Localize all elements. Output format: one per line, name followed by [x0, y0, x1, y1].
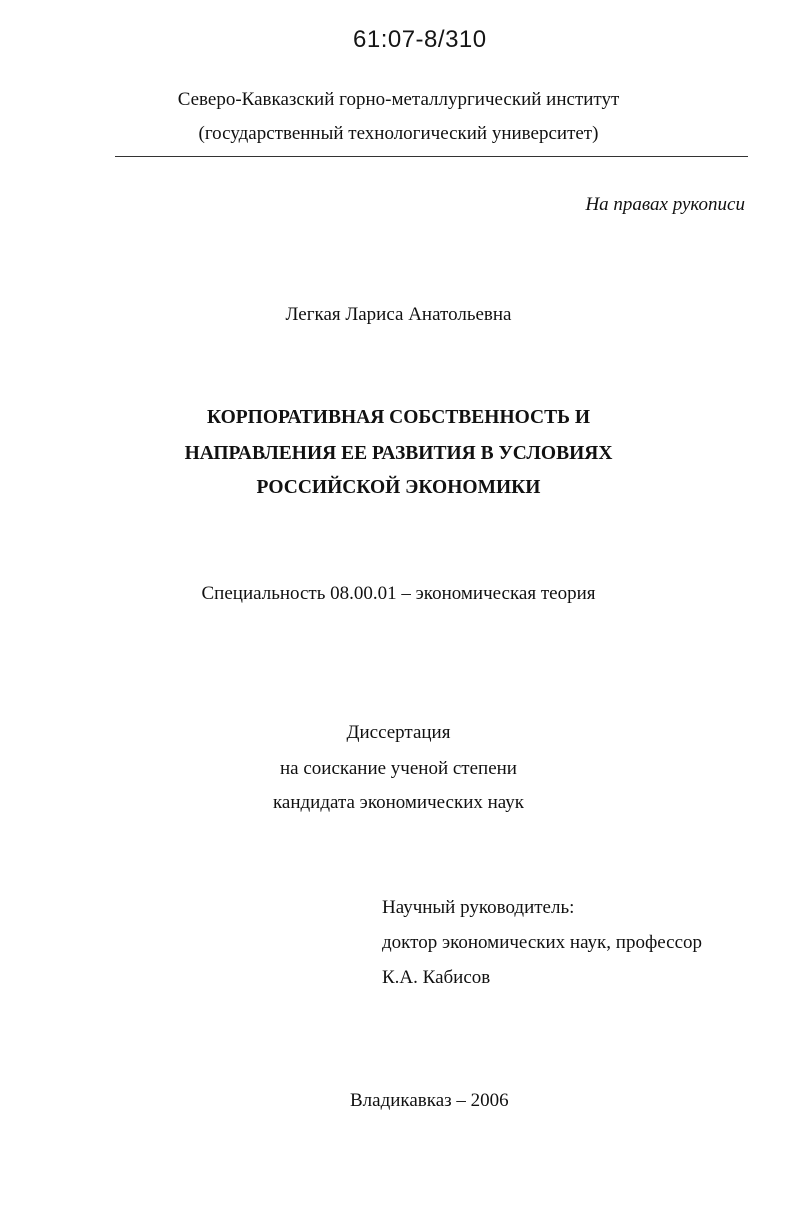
city-year: Владикавказ – 2006 — [350, 1090, 509, 1111]
archive-stamp: 61:07-8/310 — [353, 26, 487, 53]
institution-name: Северо-Кавказский горно-металлургический институт — [177, 89, 620, 110]
advisor-label: Научный руководитель: — [382, 897, 575, 918]
advisor-name: К.А. Кабисов — [382, 967, 491, 988]
degree-purpose: на соискание ученой степени — [280, 758, 517, 779]
thesis-title-line-2: НАПРАВЛЕНИЯ ЕЕ РАЗВИТИЯ В УСЛОВИЯХ — [184, 443, 613, 464]
degree-name: кандидата экономических наук — [272, 792, 525, 813]
institution-subtitle: (государственный технологический университет) — [198, 123, 599, 144]
specialty-line: Специальность 08.00.01 – экономическая теория — [201, 583, 596, 604]
manuscript-rights-note: На правах рукописи — [585, 194, 745, 215]
dissertation-label: Диссертация — [346, 722, 451, 743]
author-name: Легкая Лариса Анатольевна — [285, 304, 512, 325]
thesis-title-line-1: КОРПОРАТИВНАЯ СОБСТВЕННОСТЬ И — [206, 407, 591, 428]
thesis-title-line-3: РОССИЙСКОЙ ЭКОНОМИКИ — [256, 477, 541, 498]
header-divider — [115, 156, 748, 157]
advisor-degree: доктор экономических наук, профессор — [382, 932, 703, 953]
